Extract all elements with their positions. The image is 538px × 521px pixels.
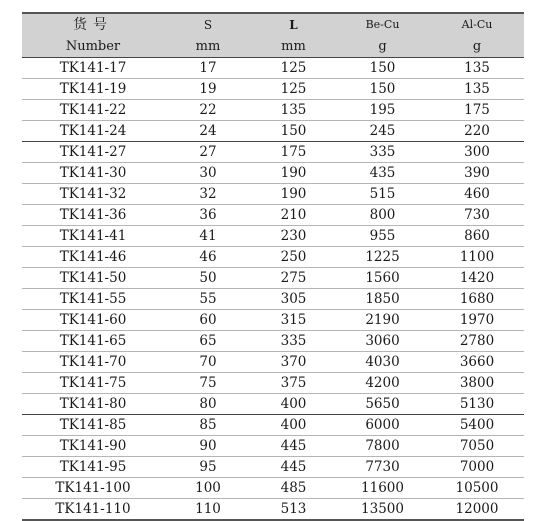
cell-s: 36: [199, 207, 217, 223]
cell-al-cu: 390: [464, 165, 490, 181]
cell-s: 30: [199, 165, 217, 181]
cell-s: 46: [199, 249, 217, 265]
cell-l: 400: [280, 396, 307, 412]
cell-s: 110: [195, 501, 221, 517]
cell-part-no: TK141-22: [59, 102, 127, 118]
cell-be-cu: 4030: [365, 354, 400, 370]
cell-s: 60: [199, 312, 217, 328]
cell-l: 125: [280, 81, 307, 97]
cell-be-cu: 7730: [365, 459, 400, 475]
table-header: [22, 12, 524, 57]
table-row: [22, 372, 524, 393]
cell-s: 55: [199, 291, 217, 307]
header-row-units: [22, 36, 524, 57]
cell-al-cu: 5130: [459, 396, 495, 412]
cell-l: 335: [280, 333, 307, 349]
header-s-unit: mm: [195, 38, 221, 54]
cell-s: 100: [195, 480, 221, 496]
cell-be-cu: 245: [369, 123, 396, 139]
cell-l: 250: [280, 249, 307, 265]
header-be-cu-unit: g: [378, 38, 387, 54]
cell-al-cu: 7050: [459, 438, 495, 454]
cell-be-cu: 335: [369, 144, 396, 160]
cell-part-no: TK141-65: [59, 333, 127, 349]
cell-be-cu: 435: [369, 165, 396, 181]
cell-part-no: TK141-27: [59, 144, 127, 160]
cell-l: 485: [280, 480, 307, 496]
cell-part-no: TK141-85: [59, 417, 127, 433]
table-row: [22, 204, 524, 225]
header-part-no: 货号: [73, 17, 113, 33]
cell-be-cu: 6000: [365, 417, 400, 433]
cell-part-no: TK141-30: [59, 165, 127, 181]
cell-part-no: TK141-75: [59, 375, 127, 391]
cell-be-cu: 7800: [365, 438, 400, 454]
cell-l: 445: [280, 459, 307, 475]
cell-be-cu: 195: [369, 102, 396, 118]
table-row: [22, 330, 524, 351]
cell-be-cu: 150: [369, 81, 396, 97]
cell-l: 150: [280, 123, 307, 139]
table-row: [22, 477, 524, 498]
cell-al-cu: 1680: [459, 291, 495, 307]
cell-l: 400: [280, 417, 307, 433]
table-row: [22, 414, 524, 435]
cell-s: 80: [199, 396, 217, 412]
table-row: [22, 99, 524, 120]
cell-part-no: TK141-50: [59, 270, 127, 286]
cell-l: 190: [280, 165, 307, 181]
cell-al-cu: 135: [464, 81, 490, 97]
cell-part-no: TK141-110: [55, 501, 131, 517]
table-row: [22, 120, 524, 141]
cell-l: 513: [280, 501, 307, 517]
header-number: Number: [65, 38, 121, 54]
header-be-cu: Be-Cu: [365, 18, 400, 31]
cell-al-cu: 5400: [459, 417, 495, 433]
cell-part-no: TK141-32: [59, 186, 127, 202]
cell-l: 125: [280, 60, 307, 76]
cell-be-cu: 11600: [361, 480, 404, 496]
cell-be-cu: 955: [369, 228, 396, 244]
cell-part-no: TK141-80: [59, 396, 127, 412]
cell-s: 41: [199, 228, 217, 244]
cell-s: 75: [199, 375, 217, 391]
cell-al-cu: 175: [464, 102, 490, 118]
table-row: [22, 162, 524, 183]
cell-l: 190: [280, 186, 307, 202]
cell-part-no: TK141-46: [59, 249, 127, 265]
cell-be-cu: 13500: [361, 501, 404, 517]
cell-s: 85: [199, 417, 217, 433]
cell-al-cu: 12000: [455, 501, 499, 517]
table-row: [22, 435, 524, 456]
header-s: S: [203, 18, 213, 32]
cell-s: 22: [199, 102, 217, 118]
cell-al-cu: 460: [464, 186, 490, 202]
spec-table: [22, 12, 524, 521]
cell-be-cu: 4200: [365, 375, 400, 391]
cell-l: 210: [280, 207, 307, 223]
cell-part-no: TK141-55: [59, 291, 127, 307]
header-row-labels: [22, 14, 524, 36]
cell-al-cu: 2780: [459, 333, 495, 349]
cell-l: 275: [280, 270, 307, 286]
cell-l: 315: [280, 312, 307, 328]
table-row: [22, 288, 524, 309]
cell-be-cu: 5650: [365, 396, 400, 412]
cell-be-cu: 515: [369, 186, 396, 202]
cell-part-no: TK141-17: [59, 60, 127, 76]
table-row: [22, 225, 524, 246]
cell-al-cu: 3800: [459, 375, 495, 391]
cell-be-cu: 2190: [365, 312, 400, 328]
cell-al-cu: 1420: [459, 270, 495, 286]
cell-al-cu: 1970: [459, 312, 495, 328]
cell-s: 27: [199, 144, 217, 160]
table-body: [22, 57, 524, 519]
cell-s: 70: [199, 354, 217, 370]
header-l: L: [289, 18, 298, 32]
cell-l: 370: [280, 354, 307, 370]
cell-s: 19: [199, 81, 217, 97]
cell-s: 17: [199, 60, 217, 76]
cell-al-cu: 220: [464, 123, 490, 139]
cell-part-no: TK141-36: [59, 207, 127, 223]
cell-part-no: TK141-100: [55, 480, 131, 496]
cell-s: 95: [199, 459, 217, 475]
cell-part-no: TK141-24: [59, 123, 127, 139]
cell-al-cu: 300: [464, 144, 490, 160]
table-row: [22, 309, 524, 330]
table-row: [22, 246, 524, 267]
table-row: [22, 456, 524, 477]
cell-al-cu: 730: [464, 207, 490, 223]
cell-s: 90: [199, 438, 217, 454]
cell-l: 230: [280, 228, 307, 244]
table-row: [22, 183, 524, 204]
table-row: [22, 141, 524, 162]
header-al-cu-unit: g: [472, 38, 482, 54]
cell-be-cu: 1850: [365, 291, 400, 307]
cell-l: 445: [280, 438, 307, 454]
cell-al-cu: 860: [464, 228, 490, 244]
cell-l: 175: [280, 144, 307, 160]
cell-s: 65: [199, 333, 217, 349]
table-row: [22, 393, 524, 414]
cell-s: 32: [199, 186, 217, 202]
header-l-unit: mm: [281, 38, 306, 54]
cell-al-cu: 7000: [459, 459, 495, 475]
cell-l: 135: [280, 102, 307, 118]
cell-s: 50: [199, 270, 217, 286]
cell-be-cu: 1560: [365, 270, 400, 286]
table-row: [22, 267, 524, 288]
cell-al-cu: 3660: [459, 354, 495, 370]
header-al-cu: Al-Cu: [461, 18, 493, 31]
cell-al-cu: 10500: [455, 480, 499, 496]
cell-part-no: TK141-41: [59, 228, 127, 244]
cell-be-cu: 1225: [365, 249, 400, 265]
cell-al-cu: 135: [464, 60, 490, 76]
table-row: [22, 57, 524, 78]
cell-part-no: TK141-95: [59, 459, 127, 475]
cell-part-no: TK141-90: [59, 438, 127, 454]
cell-l: 375: [280, 375, 307, 391]
table-row: [22, 498, 524, 519]
cell-part-no: TK141-19: [59, 81, 127, 97]
cell-s: 24: [199, 123, 217, 139]
cell-l: 305: [280, 291, 307, 307]
cell-be-cu: 3060: [365, 333, 400, 349]
cell-be-cu: 800: [369, 207, 396, 223]
cell-part-no: TK141-70: [59, 354, 127, 370]
table-row: [22, 78, 524, 99]
cell-be-cu: 150: [369, 60, 396, 76]
cell-al-cu: 1100: [459, 249, 495, 265]
table-row: [22, 351, 524, 372]
cell-part-no: TK141-60: [59, 312, 127, 328]
